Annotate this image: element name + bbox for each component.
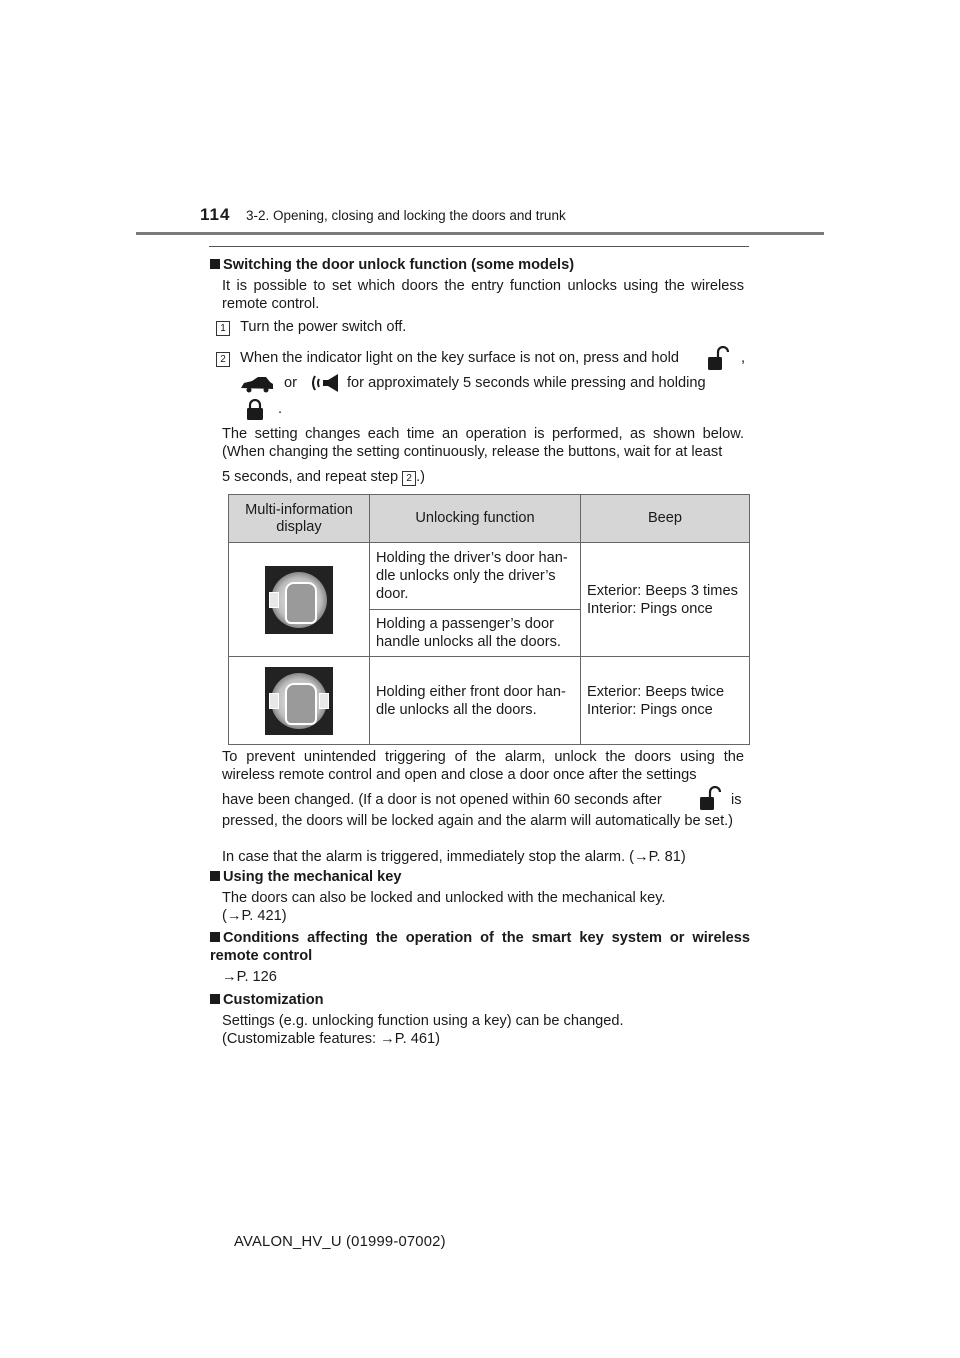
section-heading-conditions: Conditions affecting the operation of the smart key system or wireless remote control xyxy=(210,930,750,964)
column-header-unlocking: Unlocking function xyxy=(370,495,581,543)
page-number: 114 xyxy=(200,205,231,224)
display-cell xyxy=(229,657,370,745)
alarm-line-is: is xyxy=(731,792,742,808)
driver-door-display-image xyxy=(265,566,333,634)
square-bullet-icon xyxy=(210,932,220,942)
mechanical-key-ref: (→P. 421) xyxy=(222,908,287,924)
unlock-button-icon xyxy=(699,786,721,812)
conditions-ref: →P. 126 xyxy=(222,969,277,985)
square-bullet-icon xyxy=(210,259,220,269)
step-number-badge: 1 xyxy=(216,321,230,336)
unlock-function-cell: Holding the driver’s door han-dle unlocks only the driver’s door. xyxy=(370,543,581,610)
square-bullet-icon xyxy=(210,994,220,1004)
beep-cell: Exterior: Beeps twice Interior: Pings once xyxy=(581,657,750,745)
table-row xyxy=(229,543,750,610)
section-rule xyxy=(209,246,749,247)
column-header-display: Multi-information display xyxy=(229,495,370,543)
table-header-row xyxy=(229,495,750,543)
setting-paragraph-end: 5 seconds, and repeat step 2 .) xyxy=(222,469,426,485)
chapter-title: 3-2. Opening, closing and locking the doors and trunk xyxy=(246,208,566,223)
alarm-stop-note: In case that the alarm is triggered, immediately stop the alarm. (→P. 81) xyxy=(222,849,686,865)
customization-text: Settings (e.g. unlocking function using a key) can be changed. xyxy=(222,1013,624,1029)
section-heading-customization: Customization xyxy=(210,991,324,1009)
step-2-comma: , xyxy=(741,350,746,366)
column-header-beep: Beep xyxy=(581,495,750,543)
table-row xyxy=(229,657,750,745)
setting-paragraph: The setting changes each time an operation is performed, as shown below. (When changing the setting continuously, release the buttons, wait for at least xyxy=(222,426,744,460)
customization-ref: (Customizable features: →P. 461) xyxy=(222,1031,440,1047)
step-ref-badge: 2 xyxy=(402,471,416,486)
unlock-settings-table xyxy=(228,494,750,745)
document-code-footer: AVALON_HV_U (01999-07002) xyxy=(234,1234,446,1250)
step-2-period: . xyxy=(278,401,283,417)
alarm-paragraph-2: pressed, the doors will be locked again and the alarm will automatically be set.) xyxy=(222,813,734,829)
display-cell xyxy=(229,543,370,657)
unlock-function-cell: Holding a passenger’s door handle unlocks all the doors. xyxy=(370,610,581,657)
beep-cell: Exterior: Beeps 3 times Interior: Pings once xyxy=(581,543,750,657)
alarm-line: have been changed. (If a door is not opened within 60 seconds after xyxy=(222,792,662,808)
unlock-button-icon xyxy=(707,346,729,372)
alarm-paragraph: To prevent unintended triggering of the alarm, unlock the doors using the wireless remote control and open and close a door once after the settings xyxy=(222,749,744,783)
step-number-badge: 2 xyxy=(216,352,230,367)
step-2-or: or xyxy=(284,375,297,391)
square-bullet-icon xyxy=(210,871,220,881)
step-1: 1 Turn the power switch off. xyxy=(216,318,406,336)
mechanical-key-text: The doors can also be locked and unlocked with the mechanical key. xyxy=(222,890,666,906)
section-heading-door-unlock: Switching the door unlock function (some models) xyxy=(210,256,574,274)
panic-button-icon xyxy=(309,372,341,394)
step-2-duration: for approximately 5 seconds while pressing and holding xyxy=(347,375,706,391)
all-doors-display-image xyxy=(265,667,333,735)
intro-paragraph: It is possible to set which doors the entry function unlocks using the wireless remote control. xyxy=(222,278,744,312)
section-heading-mechanical-key: Using the mechanical key xyxy=(210,868,401,886)
trunk-button-icon xyxy=(240,375,274,393)
header-rule xyxy=(136,232,824,235)
lock-button-icon xyxy=(246,399,264,421)
step-2-line-1: 2 When the indicator light on the key surface is not on, press and hold xyxy=(216,349,679,367)
unlock-function-cell: Holding either front door han-dle unlocks all the doors. xyxy=(370,657,581,745)
